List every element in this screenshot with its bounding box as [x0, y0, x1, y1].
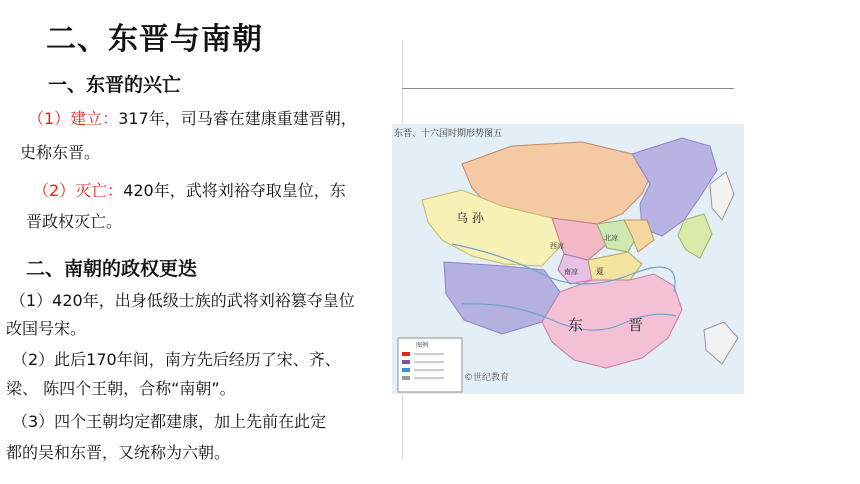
section2-heading: 二、南朝的政权更迭 [26, 258, 198, 280]
section2-line-4: 梁、 陈四个王朝，合称“南朝”。 [6, 379, 236, 398]
item2-label: （2）灭亡： [33, 181, 124, 200]
map-legend [398, 338, 462, 392]
item2-text1: 420年，武将刘裕夺取皇位，东 [123, 181, 346, 200]
slide-title: 二、东晋与南朝 [46, 22, 263, 57]
map-legend-title: 图例 [416, 342, 429, 349]
map-watermark: ©世纪教育 [464, 373, 510, 383]
map-label-beiliang: 北凉 [604, 234, 618, 242]
section2-line-6: 都的吴和东晋，又统称为六朝。 [6, 443, 231, 462]
map-label-dong: 东 [568, 316, 584, 334]
map-caption: 东晋、十六国时期形势图五 [394, 129, 503, 139]
section2-line-1: （1）420年，出身低级士族的武将刘裕篡夺皇位 [10, 291, 355, 310]
item1-line2: 史称东晋。 [20, 143, 101, 162]
item2-line1 [33, 176, 346, 206]
item1-line1 [28, 104, 357, 134]
horizontal-divider [402, 88, 734, 89]
section2-line-5: （3）四个王朝均定都建康，加上先前在此定 [12, 412, 327, 431]
section1-heading: 一、东晋的兴亡 [48, 74, 182, 96]
map-label-xiliang: 西凉 [550, 242, 564, 250]
historical-map [392, 124, 744, 394]
map-label-nanliang: 南凉 [564, 268, 578, 276]
item1-label: （1）建立： [28, 109, 119, 128]
section2-line-2: 改国号宋。 [6, 319, 87, 338]
map-label-xia: 夏 [596, 267, 604, 276]
section2-line-3: （2）此后170年间，南方先后经历了宋、齐、 [12, 350, 341, 369]
map-label-wusun: 乌 孙 [456, 211, 484, 225]
map-label-jin: 晋 [628, 316, 644, 334]
item2-line2: 晋政权灭亡。 [26, 212, 123, 231]
item1-text1: 317年，司马睿在建康重建晋朝， [118, 109, 357, 128]
